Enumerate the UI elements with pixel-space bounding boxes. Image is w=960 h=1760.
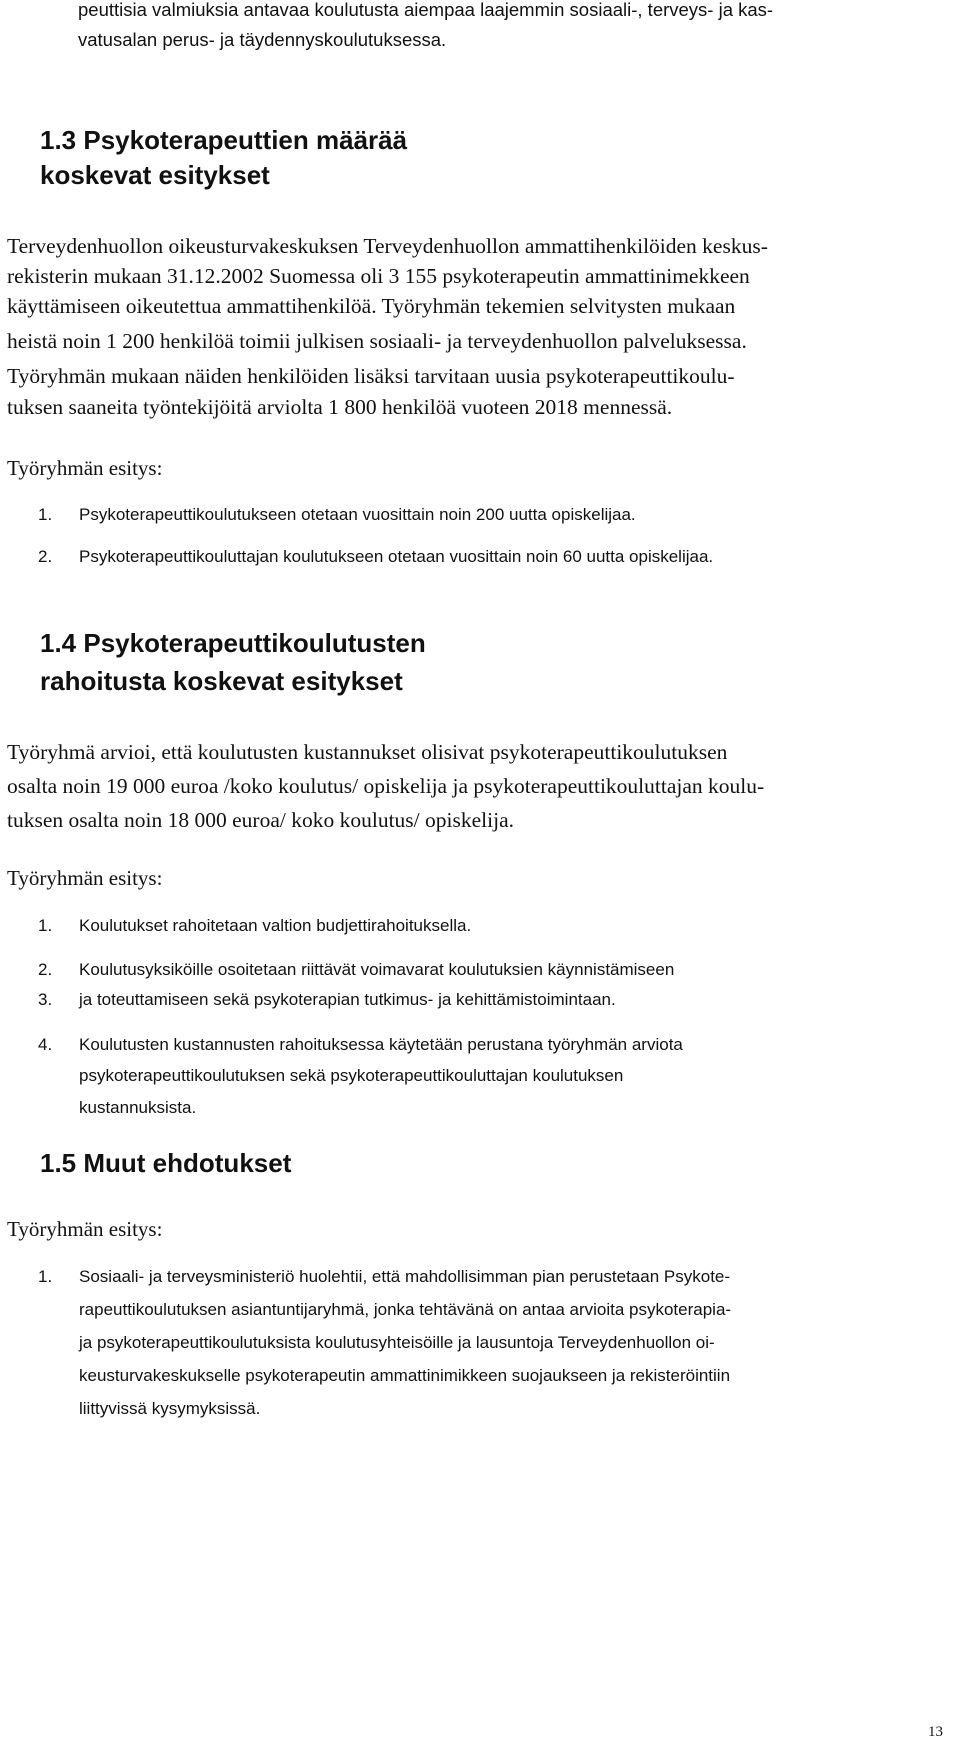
list-item-text: Koulutusten kustannusten rahoituksessa käytetään perustana työryhmän arviota bbox=[79, 1035, 683, 1054]
paragraph-line: Työryhmä arvioi, että koulutusten kustannukset olisivat psykoterapeuttikoulutuksen bbox=[7, 740, 728, 764]
list-item-text: kustannuksista. bbox=[79, 1098, 197, 1117]
list-item-text: Sosiaali- ja terveysministeriö huolehtii, että mahdollisimman pian perustetaan Psykote- bbox=[79, 1267, 731, 1286]
list-item-number: 1. bbox=[38, 1267, 53, 1286]
list-item-text: keusturvakeskukselle psykoterapeutin ammattinimikkeen suojaukseen ja rekisteröintiin bbox=[79, 1366, 731, 1385]
paragraph-line: Terveydenhuollon oikeusturvakeskuksen Terveydenhuollon ammattihenkilöiden keskus- bbox=[7, 234, 768, 258]
section-heading: rahoitusta koskevat esitykset bbox=[40, 666, 403, 696]
list-item-number: 4. bbox=[38, 1035, 53, 1054]
section-heading: 1.4 Psykoterapeuttikoulutusten bbox=[40, 628, 426, 658]
section-heading: koskevat esitykset bbox=[40, 160, 270, 190]
intro-line: peuttisia valmiuksia antavaa koulutusta aiempaa laajemmin sosiaali-, terveys- ja kas- bbox=[78, 0, 774, 20]
list-item-number: 1. bbox=[38, 916, 53, 935]
paragraph-line: osalta noin 19 000 euroa /koko koulutus/ opiskelija ja psykoterapeuttikouluttajan koulu- bbox=[7, 774, 765, 798]
proposal-label: Työryhmän esitys: bbox=[7, 866, 163, 890]
list-item-number: 1. bbox=[38, 505, 53, 524]
list-item-text: ja psykoterapeuttikoulutuksista koulutusyhteisöille ja lausuntoja Terveydenhuollon oi- bbox=[79, 1333, 715, 1352]
list-item-text: Koulutusyksiköille osoitetaan riittävät voimavarat koulutuksien käynnistämiseen bbox=[79, 960, 675, 979]
proposal-label: Työryhmän esitys: bbox=[7, 456, 163, 480]
paragraph-line: käyttämiseen oikeutettua ammattihenkilöä. Työryhmän tekemien selvitysten mukaan bbox=[7, 294, 736, 318]
section-heading: 1.3 Psykoterapeuttien määrää bbox=[40, 125, 408, 155]
list-item-number: 2. bbox=[38, 547, 53, 566]
page-number: 13 bbox=[928, 1724, 943, 1740]
paragraph-line: Työryhmän mukaan näiden henkilöiden lisäksi tarvitaan uusia psykoterapeuttikoulu- bbox=[7, 364, 735, 388]
list-item-text: ja toteuttamiseen sekä psykoterapian tutkimus- ja kehittämistoimintaan. bbox=[79, 990, 616, 1009]
proposal-label: Työryhmän esitys: bbox=[7, 1217, 163, 1241]
list-item-text: Psykoterapeuttikoulutukseen otetaan vuosittain noin 200 uutta opiskelijaa. bbox=[79, 505, 636, 524]
paragraph-line: tuksen saaneita työntekijöitä arviolta 1 800 henkilöä vuoteen 2018 mennessä. bbox=[7, 395, 673, 419]
list-item-text: Psykoterapeuttikouluttajan koulutukseen otetaan vuosittain noin 60 uutta opiskelijaa. bbox=[79, 547, 714, 566]
paragraph-line: rekisterin mukaan 31.12.2002 Suomessa oli 3 155 psykoterapeutin ammattinimekkeen bbox=[7, 264, 750, 288]
intro-line: vatusalan perus- ja täydennyskoulutuksessa. bbox=[78, 29, 447, 50]
list-item-text: Koulutukset rahoitetaan valtion budjettirahoituksella. bbox=[79, 916, 472, 935]
paragraph-line: heistä noin 1 200 henkilöä toimii julkisen sosiaali- ja terveydenhuollon palveluksessa. bbox=[7, 329, 747, 353]
list-item-text: liittyvissä kysymyksissä. bbox=[79, 1399, 261, 1418]
list-item-text: psykoterapeuttikoulutuksen sekä psykoterapeuttikouluttajan koulutuksen bbox=[79, 1066, 624, 1085]
paragraph-line: tuksen osalta noin 18 000 euroa/ koko koulutus/ opiskelija. bbox=[7, 808, 514, 832]
section-heading: 1.5 Muut ehdotukset bbox=[40, 1148, 292, 1178]
list-item-text: rapeuttikoulutuksen asiantuntijaryhmä, jonka tehtävänä on antaa arvioita psykoterapia- bbox=[79, 1300, 732, 1319]
list-item-number: 2. bbox=[38, 960, 53, 979]
list-item-number: 3. bbox=[38, 990, 53, 1009]
